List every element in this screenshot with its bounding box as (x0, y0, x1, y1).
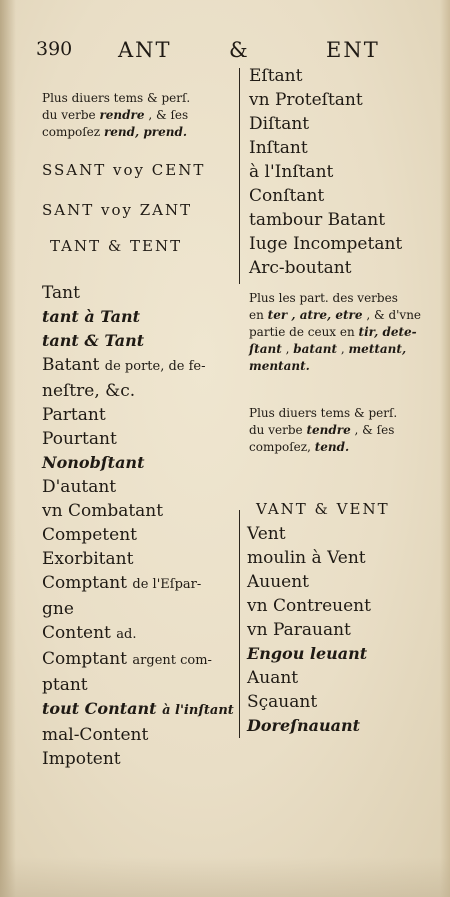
vent-entry: vn Contreuent (247, 596, 371, 616)
tant-entry (42, 747, 232, 771)
tant-entry (42, 597, 232, 621)
entry-word: tant & Tant (42, 331, 145, 350)
right-note-participles (249, 290, 437, 375)
note2-line-2c: , & ſes (354, 423, 395, 437)
vent-entry: Doreſnauant (247, 716, 361, 735)
page-foot-shadow (0, 857, 450, 897)
vent-column (247, 522, 437, 738)
stant-entry: Diſtant (249, 114, 310, 134)
page-number: 390 (36, 38, 73, 60)
entry-word: tant à Tant (42, 307, 141, 326)
right-entry-list (249, 64, 434, 280)
right-note-tendre (249, 405, 437, 456)
tant-entry (42, 475, 232, 499)
entry-word: D'autant (42, 477, 117, 497)
note1-line-4d: , (340, 342, 345, 356)
tant-entry (42, 403, 232, 427)
tant-entry (42, 523, 232, 547)
entry-word: Content (42, 623, 111, 643)
entry-word: Tant (42, 283, 80, 303)
tant-entry (42, 353, 232, 379)
tant-entry (42, 673, 232, 697)
entry-word: vn Combatant (42, 501, 164, 521)
stant-entry: Conſtant (249, 186, 325, 206)
page-edge-shadow (440, 0, 450, 897)
entry-word: gne (42, 599, 74, 619)
note1-line-3b: tir, dete- (358, 325, 417, 339)
entry-gloss: argent com- (132, 653, 212, 668)
tant-heading: TANT & TENT (50, 237, 183, 255)
left-note-line-3a: compoſez (42, 125, 101, 139)
tant-entry (42, 723, 232, 747)
vent-entry: vn Parauant (247, 620, 351, 640)
entry-gloss: à l'inſtant (162, 703, 234, 718)
left-column (42, 90, 232, 771)
entry-gloss: de l'Eſpar- (132, 577, 202, 592)
stant-entry: Eſtant (249, 66, 303, 86)
left-note-line-2a: du verbe (42, 108, 96, 122)
stant-entry: à l'Inſtant (249, 162, 334, 182)
page-gutter-shadow (0, 0, 16, 897)
vent-entry-list (247, 522, 437, 738)
header-right-word: ENT (326, 38, 380, 62)
vent-entry: Engou leuant (247, 644, 368, 663)
column-divider-top (239, 68, 240, 284)
entry-word: Pourtant (42, 429, 117, 449)
tant-entry (42, 571, 232, 597)
sant-heading: SANT voy ZANT (42, 201, 193, 219)
tant-entry (42, 451, 232, 475)
vant-heading: VANT & VENT (256, 500, 390, 518)
note2-line-2a: du verbe (249, 423, 303, 437)
entry-word: Batant (42, 355, 100, 375)
entry-word: Exorbitant (42, 549, 134, 569)
entry-word: Partant (42, 405, 106, 425)
tant-entry (42, 647, 232, 673)
tant-entry (42, 379, 232, 403)
note1-line-5: mentant. (249, 359, 310, 373)
left-note-line-1: Plus diuers tems & perſ. (42, 91, 191, 105)
left-note-italic-2: rend, prend. (103, 125, 188, 139)
ssant-heading: SSANT voy CENT (42, 161, 206, 179)
stant-entry: Arc-boutant (249, 258, 352, 278)
entry-word: ptant (42, 675, 88, 695)
entry-word: neſtre, &c. (42, 381, 136, 401)
vent-entry: moulin à Vent (247, 548, 366, 568)
entry-word: Nonobſtant (42, 453, 145, 472)
entry-word: tout Contant (42, 699, 157, 718)
entry-gloss: ad. (116, 627, 137, 642)
stant-entry: tambour Batant (249, 210, 386, 230)
entry-word: Competent (42, 525, 137, 545)
note2-line-3a: compoſez, (249, 440, 311, 454)
entry-word: Impotent (42, 749, 121, 769)
note1-line-2c: , & d'vne (366, 308, 422, 322)
right-column (249, 64, 434, 280)
tant-entry (42, 281, 232, 305)
note2-line-2b: tendre (306, 423, 351, 437)
vent-entry: Auant (247, 668, 299, 688)
header-ampersand: & (229, 38, 250, 62)
stant-entry: Iuge Incompetant (249, 234, 403, 254)
entry-word: Comptant (42, 573, 127, 593)
note1-line-4a: ſtant (249, 342, 282, 356)
entry-gloss: de porte, de fe- (104, 359, 206, 374)
left-note-italic-1: rendre (99, 108, 145, 122)
note2-line-3b: tend. (314, 440, 350, 454)
vent-entry: Auuent (247, 572, 310, 592)
tant-entry (42, 499, 232, 523)
tant-entry (42, 547, 232, 571)
note1-line-3a: partie de ceux en (249, 325, 355, 339)
tant-entry (42, 427, 232, 451)
note1-line-1: Plus les part. des verbes (249, 291, 398, 305)
stant-entry: Inſtant (249, 138, 308, 158)
tant-entry (42, 305, 232, 329)
stant-entry: vn Proteſtant (249, 90, 363, 110)
tant-entry (42, 621, 232, 647)
vent-entry: Vent (247, 524, 286, 544)
running-header (36, 38, 396, 66)
vent-entry: Sçauant (247, 692, 318, 712)
left-note-line-2b: , & ſes (148, 108, 189, 122)
note1-line-2b: ter , atre, etre (267, 308, 363, 322)
tant-entry (42, 329, 232, 353)
entry-word: Comptant (42, 649, 127, 669)
note1-line-4e: mettant, (348, 342, 407, 356)
note1-line-4b: , (285, 342, 290, 356)
tant-entry-list (42, 281, 232, 771)
header-left-word: ANT (118, 38, 172, 62)
note2-line-1: Plus diuers tems & perſ. (249, 406, 398, 420)
column-divider-bottom (239, 510, 240, 738)
tant-entry (42, 697, 232, 723)
note1-line-4c: batant (293, 342, 337, 356)
left-note (42, 90, 232, 141)
note1-line-2a: en (249, 308, 264, 322)
entry-word: mal-Content (42, 725, 149, 745)
